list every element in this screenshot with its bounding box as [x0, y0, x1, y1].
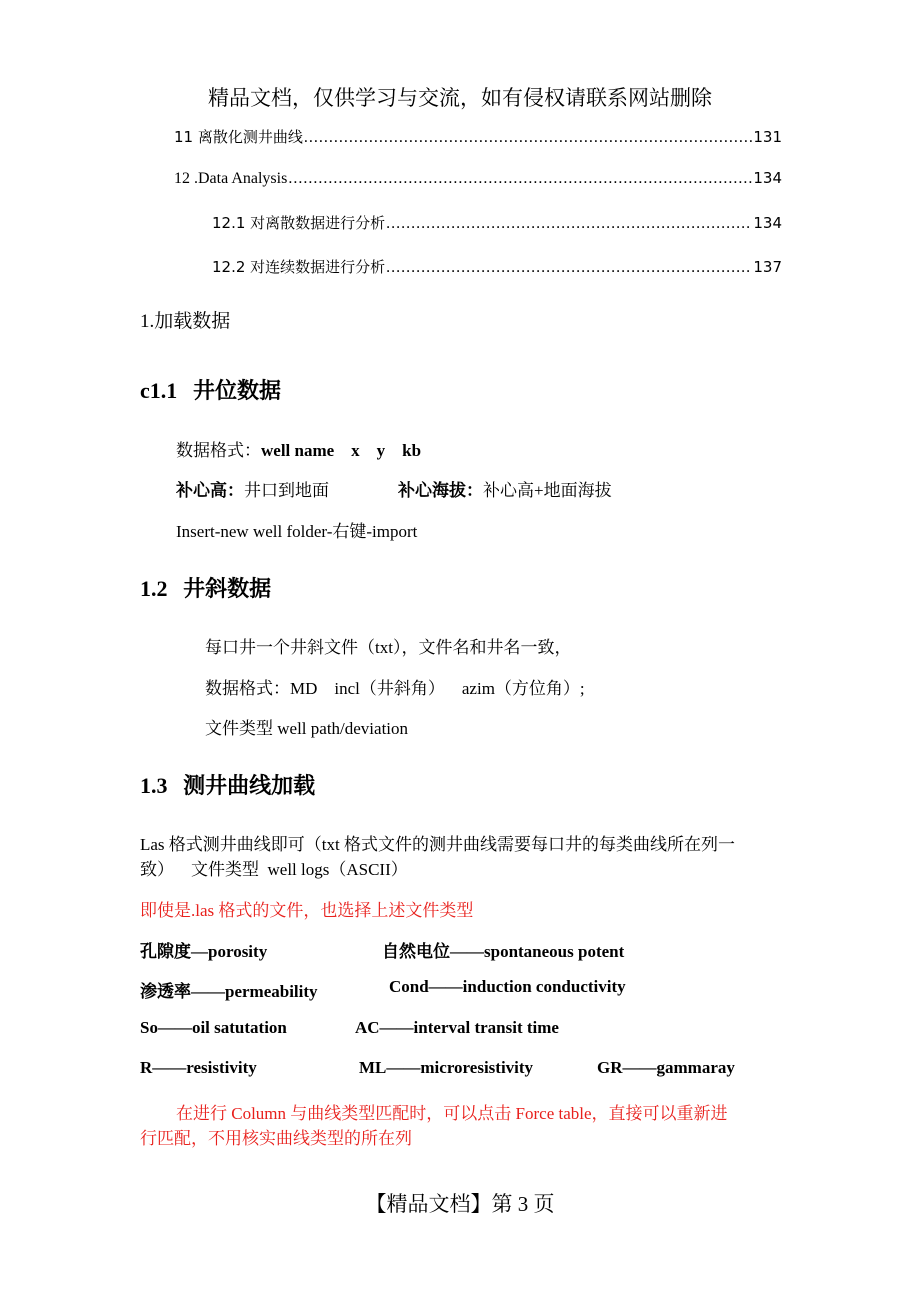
kb-label: 补心高：	[176, 481, 244, 500]
term-sp: 自然电位——spontaneous potent	[382, 942, 625, 961]
logs-para-line-1: Las 格式测井曲线即可（txt 格式文件的测井曲线需要每口井的每类曲线所在列一	[140, 835, 735, 854]
deviation-line-1: 每口井一个井斜文件（txt），文件名和井名一致，	[205, 638, 572, 657]
toc-label: 12 .Data Analysis	[174, 170, 288, 187]
toc-page: 134	[753, 169, 782, 187]
term-porosity: 孔隙度—porosity	[140, 942, 268, 961]
toc-entry-12-1[interactable]	[212, 212, 782, 233]
toc-page: 131	[753, 128, 782, 146]
toc-page: 134	[753, 214, 782, 232]
toc-page: 137	[753, 258, 782, 276]
term-permeability: 渗透率——permeability	[140, 982, 318, 1001]
toc-label: 12.2 对连续数据进行分析	[212, 258, 386, 276]
toc-leader	[304, 129, 753, 147]
heading-text: 井斜数据	[183, 577, 272, 602]
kb-value: 井口到地面	[244, 481, 329, 500]
deviation-line-2: 数据格式：MD incl（井斜角） azim（方位角）;	[205, 679, 585, 698]
heading-text: 井位数据	[192, 379, 281, 404]
page-header: 精品文档，仅供学习与交流，如有侵权请联系网站删除	[208, 86, 712, 110]
term-r: R——resistivity	[140, 1058, 257, 1077]
format-label: 数据格式：	[176, 441, 261, 460]
las-note: 即使是.las 格式的文件，也选择上述文件类型	[140, 901, 474, 920]
heading-well-deviation	[140, 572, 271, 603]
kb-alt-value: 补心高+地面海拔	[483, 481, 612, 500]
term-so: So——oil satutation	[140, 1018, 287, 1037]
term-gr: GR——gammaray	[597, 1058, 735, 1077]
deviation-line-3: 文件类型 well path/deviation	[205, 719, 409, 738]
toc-leader	[386, 259, 752, 277]
force-table-tip-line-2: 行匹配，不用核实曲线类型的所在列	[140, 1129, 412, 1148]
toc-label: 12.1 对离散数据进行分析	[212, 214, 386, 232]
heading-well-position	[140, 374, 281, 405]
term-ac: AC——interval transit time	[355, 1018, 559, 1037]
kb-alt-label: 补心海拔：	[398, 481, 483, 500]
toc-leader	[386, 215, 752, 233]
heading-number: c1.1	[140, 378, 178, 403]
insert-path: Insert-new well folder-右键-import	[176, 522, 418, 541]
term-cond: Cond——induction conductivity	[389, 977, 626, 996]
logs-para-line-2: 致） 文件类型 well logs（ASCII）	[140, 860, 408, 879]
toc-entry-12[interactable]	[174, 169, 782, 188]
toc-entry-12-2[interactable]	[212, 256, 782, 277]
heading-number: 1.3	[140, 773, 168, 798]
page-footer: 【精品文档】第 3 页	[365, 1192, 555, 1216]
well-format-line	[176, 436, 421, 461]
section-title-load-data: 1.加载数据	[140, 311, 231, 332]
kb-line	[176, 476, 329, 501]
format-value: well name x y kb	[261, 441, 422, 460]
heading-well-logs	[140, 769, 315, 800]
force-table-tip-line-1: 在进行 Column 与曲线类型匹配时，可以点击 Force table，直接可以重新进	[176, 1104, 728, 1123]
term-ml: ML——microresistivity	[359, 1058, 534, 1077]
toc-leader	[288, 170, 752, 188]
toc-entry-11[interactable]	[174, 126, 782, 147]
heading-text: 测井曲线加载	[183, 774, 316, 799]
toc-label: 11 离散化测井曲线	[174, 128, 303, 146]
heading-number: 1.2	[140, 576, 168, 601]
kb-alt-line	[398, 476, 612, 501]
